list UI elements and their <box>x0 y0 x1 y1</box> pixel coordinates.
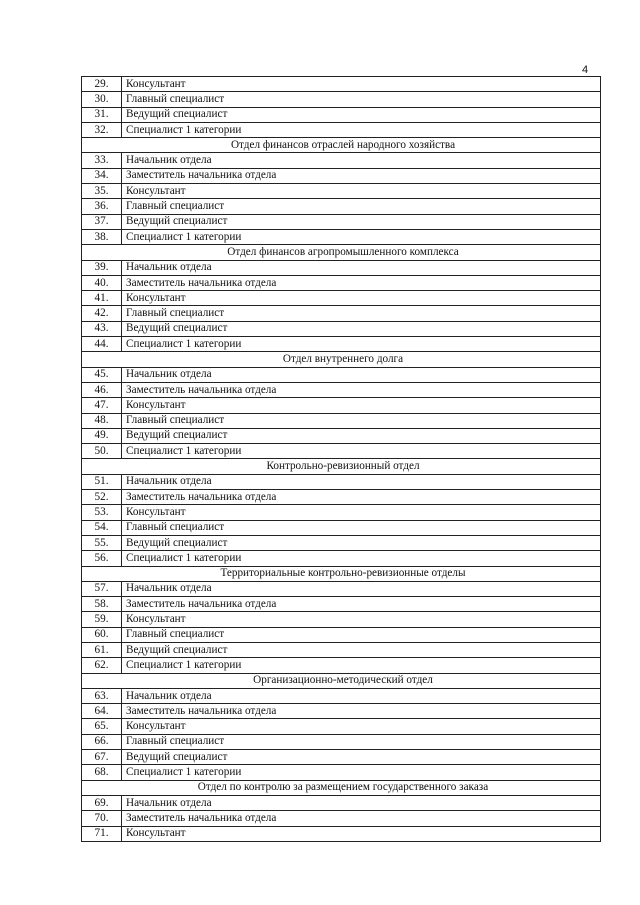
section-header-row <box>82 673 601 688</box>
row-number: 36. <box>82 199 122 214</box>
position-title: Начальник отдела <box>122 153 601 168</box>
row-number: 71. <box>82 826 122 841</box>
position-title: Начальник отдела <box>122 688 601 703</box>
section-title: Отдел внутреннего долга <box>82 352 601 367</box>
staff-positions-table <box>81 76 601 842</box>
row-number: 44. <box>82 337 122 352</box>
table-row <box>82 551 601 566</box>
table-row <box>82 428 601 443</box>
table-row <box>82 444 601 459</box>
table-row <box>82 291 601 306</box>
row-number: 42. <box>82 306 122 321</box>
table-row <box>82 382 601 397</box>
row-number: 51. <box>82 474 122 489</box>
position-title: Специалист 1 категории <box>122 229 601 244</box>
table-row <box>82 214 601 229</box>
position-title: Начальник отдела <box>122 581 601 596</box>
row-number: 50. <box>82 444 122 459</box>
position-title: Консультант <box>122 826 601 841</box>
position-title: Консультант <box>122 184 601 199</box>
position-title: Специалист 1 категории <box>122 444 601 459</box>
section-title: Организационно-методический отдел <box>82 673 601 688</box>
row-number: 49. <box>82 428 122 443</box>
row-number: 47. <box>82 398 122 413</box>
table-row <box>82 321 601 336</box>
row-number: 29. <box>82 77 122 92</box>
table-row <box>82 765 601 780</box>
table-row <box>82 658 601 673</box>
section-title: Отдел по контролю за размещением государственного заказа <box>82 780 601 795</box>
position-title: Заместитель начальника отдела <box>122 382 601 397</box>
table-row <box>82 260 601 275</box>
row-number: 33. <box>82 153 122 168</box>
position-title: Заместитель начальника отдела <box>122 597 601 612</box>
row-number: 43. <box>82 321 122 336</box>
table-row <box>82 795 601 810</box>
row-number: 63. <box>82 688 122 703</box>
row-number: 41. <box>82 291 122 306</box>
row-number: 53. <box>82 505 122 520</box>
row-number: 58. <box>82 597 122 612</box>
table-row <box>82 184 601 199</box>
position-title: Начальник отдела <box>122 260 601 275</box>
position-title: Специалист 1 категории <box>122 122 601 137</box>
position-title: Заместитель начальника отдела <box>122 704 601 719</box>
position-title: Заместитель начальника отдела <box>122 168 601 183</box>
table-row <box>82 367 601 382</box>
table-row <box>82 398 601 413</box>
section-header-row <box>82 459 601 474</box>
row-number: 62. <box>82 658 122 673</box>
table-row <box>82 520 601 535</box>
section-title: Территориальные контрольно-ревизионные отделы <box>82 566 601 581</box>
table-row <box>82 581 601 596</box>
table-row <box>82 734 601 749</box>
position-title: Специалист 1 категории <box>122 765 601 780</box>
position-title: Специалист 1 категории <box>122 658 601 673</box>
table-row <box>82 168 601 183</box>
position-title: Заместитель начальника отдела <box>122 811 601 826</box>
row-number: 65. <box>82 719 122 734</box>
position-title: Начальник отдела <box>122 474 601 489</box>
position-title: Главный специалист <box>122 734 601 749</box>
table-row <box>82 704 601 719</box>
staff-table-body <box>82 77 601 842</box>
position-title: Консультант <box>122 719 601 734</box>
position-title: Главный специалист <box>122 413 601 428</box>
row-number: 35. <box>82 184 122 199</box>
table-row <box>82 719 601 734</box>
row-number: 69. <box>82 795 122 810</box>
row-number: 57. <box>82 581 122 596</box>
row-number: 38. <box>82 229 122 244</box>
position-title: Ведущий специалист <box>122 750 601 765</box>
position-title: Начальник отдела <box>122 367 601 382</box>
position-title: Ведущий специалист <box>122 642 601 657</box>
position-title: Главный специалист <box>122 520 601 535</box>
position-title: Специалист 1 категории <box>122 337 601 352</box>
position-title: Консультант <box>122 612 601 627</box>
section-title: Отдел финансов отраслей народного хозяйства <box>82 138 601 153</box>
row-number: 66. <box>82 734 122 749</box>
table-row <box>82 612 601 627</box>
table-row <box>82 337 601 352</box>
section-title: Отдел финансов агропромышленного комплекса <box>82 245 601 260</box>
position-title: Главный специалист <box>122 199 601 214</box>
position-title: Начальник отдела <box>122 795 601 810</box>
row-number: 59. <box>82 612 122 627</box>
row-number: 46. <box>82 382 122 397</box>
table-row <box>82 413 601 428</box>
table-row <box>82 474 601 489</box>
position-title: Заместитель начальника отдела <box>122 490 601 505</box>
row-number: 32. <box>82 122 122 137</box>
table-row <box>82 627 601 642</box>
table-row <box>82 750 601 765</box>
position-title: Специалист 1 категории <box>122 551 601 566</box>
table-row <box>82 642 601 657</box>
position-title: Консультант <box>122 291 601 306</box>
table-row <box>82 505 601 520</box>
table-row <box>82 92 601 107</box>
section-header-row <box>82 245 601 260</box>
row-number: 55. <box>82 535 122 550</box>
position-title: Заместитель начальника отдела <box>122 275 601 290</box>
page-number: 4 <box>582 64 589 76</box>
row-number: 61. <box>82 642 122 657</box>
row-number: 30. <box>82 92 122 107</box>
row-number: 56. <box>82 551 122 566</box>
row-number: 70. <box>82 811 122 826</box>
position-title: Ведущий специалист <box>122 321 601 336</box>
position-title: Ведущий специалист <box>122 428 601 443</box>
position-title: Ведущий специалист <box>122 214 601 229</box>
row-number: 37. <box>82 214 122 229</box>
position-title: Консультант <box>122 77 601 92</box>
table-row <box>82 535 601 550</box>
table-row <box>82 306 601 321</box>
table-row <box>82 275 601 290</box>
table-row <box>82 153 601 168</box>
table-row <box>82 688 601 703</box>
section-header-row <box>82 780 601 795</box>
row-number: 67. <box>82 750 122 765</box>
table-row <box>82 107 601 122</box>
row-number: 54. <box>82 520 122 535</box>
table-row <box>82 229 601 244</box>
table-row <box>82 122 601 137</box>
row-number: 45. <box>82 367 122 382</box>
position-title: Главный специалист <box>122 92 601 107</box>
row-number: 40. <box>82 275 122 290</box>
table-row <box>82 811 601 826</box>
table-row <box>82 826 601 841</box>
row-number: 34. <box>82 168 122 183</box>
position-title: Консультант <box>122 505 601 520</box>
position-title: Ведущий специалист <box>122 107 601 122</box>
section-title: Контрольно-ревизионный отдел <box>82 459 601 474</box>
table-row <box>82 490 601 505</box>
table-row <box>82 77 601 92</box>
row-number: 68. <box>82 765 122 780</box>
row-number: 52. <box>82 490 122 505</box>
section-header-row <box>82 138 601 153</box>
table-row <box>82 199 601 214</box>
row-number: 64. <box>82 704 122 719</box>
row-number: 39. <box>82 260 122 275</box>
row-number: 60. <box>82 627 122 642</box>
row-number: 31. <box>82 107 122 122</box>
row-number: 48. <box>82 413 122 428</box>
position-title: Ведущий специалист <box>122 535 601 550</box>
section-header-row <box>82 352 601 367</box>
section-header-row <box>82 566 601 581</box>
position-title: Главный специалист <box>122 627 601 642</box>
table-row <box>82 597 601 612</box>
position-title: Главный специалист <box>122 306 601 321</box>
position-title: Консультант <box>122 398 601 413</box>
